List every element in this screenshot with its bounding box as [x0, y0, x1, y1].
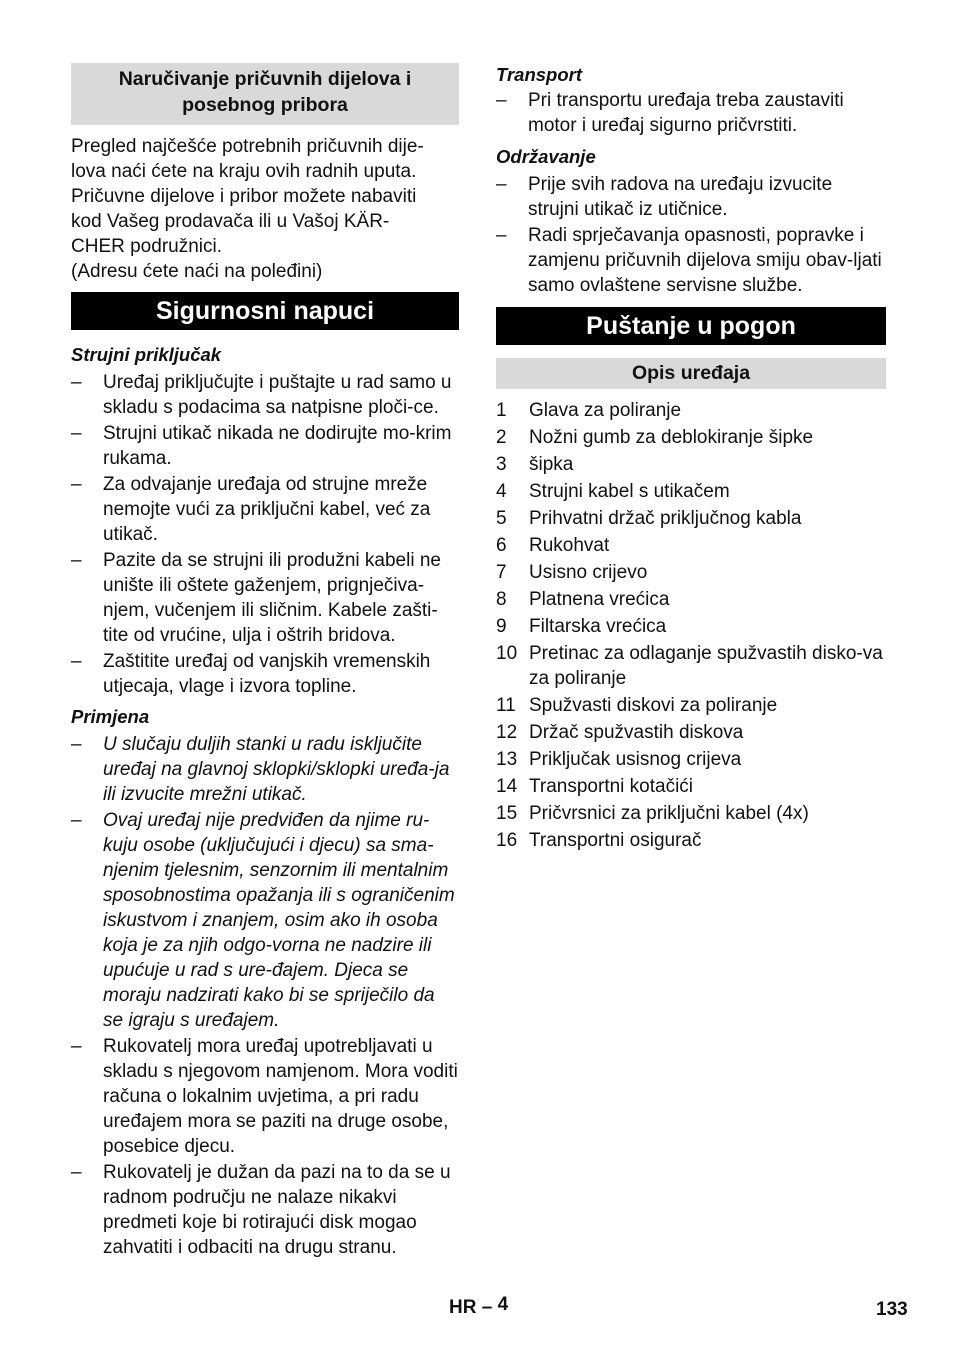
footer-language-page	[449, 1294, 509, 1319]
ordering-line: kod Vašeg prodavača ili u Vašoj KÄR-	[71, 211, 390, 232]
list-item: – Strujni utikač nikada ne dodirujte mo-krim rukama.	[71, 423, 452, 469]
ordering-line: lova naći ćete na kraju ovih radnih uputa.	[71, 161, 417, 182]
list-item: – Rukovatelj je dužan da pazi na to da se u radnom području ne nalaze nikakvi predmeti koje bi rotirajući disk mogao zahvatiti i odbaciti na drugu stranu.	[71, 1162, 451, 1258]
list-item: 6 Rukohvat	[496, 535, 610, 556]
description-heading: Opis uređaja	[496, 358, 886, 389]
list-item: – Pri transportu uređaja treba zaustaviti motor i uređaj sigurno pričvrstiti.	[496, 90, 844, 136]
use-heading: Primjena	[71, 706, 150, 727]
ordering-text	[71, 134, 459, 284]
ordering-line: Pregled najčešće potrebnih pričuvnih dije-	[71, 136, 424, 157]
list-item: – Ovaj uređaj nije predviđen da njime ru-kuju osobe (uključujući i djecu) sa sma-njenim tjelesnim, senzornim ili mentalnim sposobnostima opažanja ili s ograničenim iskustvom i znanjem, osim ako ih osoba koja je za njih odgo-vorna ne nadzire ili upućuje u rad s ure-đajem. Djeca se moraju nadzirati kako bi se spriječilo da se igraju s uređajem.	[71, 810, 455, 1031]
list-item: 15 Pričvrsnici za priključni kabel (4x)	[496, 803, 809, 824]
list-item: 5 Prihvatni držač priključnog kabla	[496, 508, 802, 529]
left-column	[71, 63, 459, 1261]
list-item: 16 Transportni osigurač	[496, 830, 702, 851]
list-item: – Zaštitite uređaj od vanjskih vremenskih utjecaja, vlage i izvora topline.	[71, 651, 431, 697]
list-item: 10 Pretinac za odlaganje spužvastih disko-va za poliranje	[496, 643, 883, 689]
ordering-line: (Adresu ćete naći na poleđini)	[71, 261, 323, 282]
list-item: – Rukovatelj mora uređaj upotrebljavati u skladu s njegovom namjenom. Mora voditi računa o lokalnim uvjetima, a pri radu uređajem mora se paziti na druge osobe, posebice djecu.	[71, 1036, 458, 1157]
list-item: 14 Transportni kotačići	[496, 776, 694, 797]
list-item: 3 šipka	[496, 454, 574, 475]
transport-heading: Transport	[496, 64, 583, 85]
maintenance-list	[496, 172, 886, 298]
use-list	[71, 1034, 459, 1260]
ordering-heading: Naručivanje pričuvnih dijelova i posebnog pribora	[71, 63, 459, 125]
list-item: 9 Filtarska vrećica	[496, 616, 667, 637]
maintenance-heading: Održavanje	[496, 146, 596, 167]
list-item: 8 Platnena vrećica	[496, 589, 670, 610]
list-item: 13 Priključak usisnog crijeva	[496, 749, 742, 770]
right-column	[496, 62, 886, 855]
power-list	[71, 370, 459, 699]
list-item: 11 Spužvasti diskovi za poliranje	[496, 695, 778, 716]
list-item: 12 Držač spužvastih diskova	[496, 722, 744, 743]
list-item: – Uređaj priključujte i puštajte u rad samo u skladu s podacima sa natpisne ploči-ce.	[71, 372, 452, 418]
list-item: – Za odvajanje uređaja od strujne mreže nemojte vući za priključni kabel, već za utikač.	[71, 474, 431, 545]
list-item: – Prije svih radova na uređaju izvucite strujni utikač iz utičnice.	[496, 174, 833, 220]
footer-language: HR –	[449, 1297, 493, 1318]
list-item: – U slučaju duljih stanki u radu isključite uređaj na glavnoj sklopki/sklopki uređa-ja ili izvucite mrežni utikač.	[71, 734, 450, 805]
list-item: – Radi sprječavanja opasnosti, popravke i zamjenu pričuvnih dijelova smiju obav-ljati samo ovlaštene servisne službe.	[496, 225, 882, 296]
list-item: – Pazite da se strujni ili produžni kabeli ne unište ili oštete gaženjem, prignječiva-njem, vučenjem ili sličnim. Kabele zašti-tite od vrućine, ulja i oštrih bridova.	[71, 550, 441, 646]
page-number: 133	[876, 1299, 908, 1320]
ordering-line: CHER podružnici.	[71, 236, 222, 257]
parts-list	[496, 398, 886, 853]
startup-title: Puštanje u pogon	[496, 307, 886, 345]
list-item: 4 Strujni kabel s utikačem	[496, 481, 730, 502]
power-heading: Strujni priključak	[71, 344, 222, 365]
ordering-line: Pričuvne dijelove i pribor možete nabaviti	[71, 186, 417, 207]
footer-language-page-number: 4	[497, 1294, 509, 1315]
use-list-italic	[71, 732, 459, 1033]
list-item: 7 Usisno crijevo	[496, 562, 648, 583]
transport-list	[496, 88, 886, 138]
list-item: 1 Glava za poliranje	[496, 400, 682, 421]
safety-title: Sigurnosni napuci	[71, 292, 459, 330]
list-item: 2 Nožni gumb za deblokiranje šipke	[496, 427, 814, 448]
